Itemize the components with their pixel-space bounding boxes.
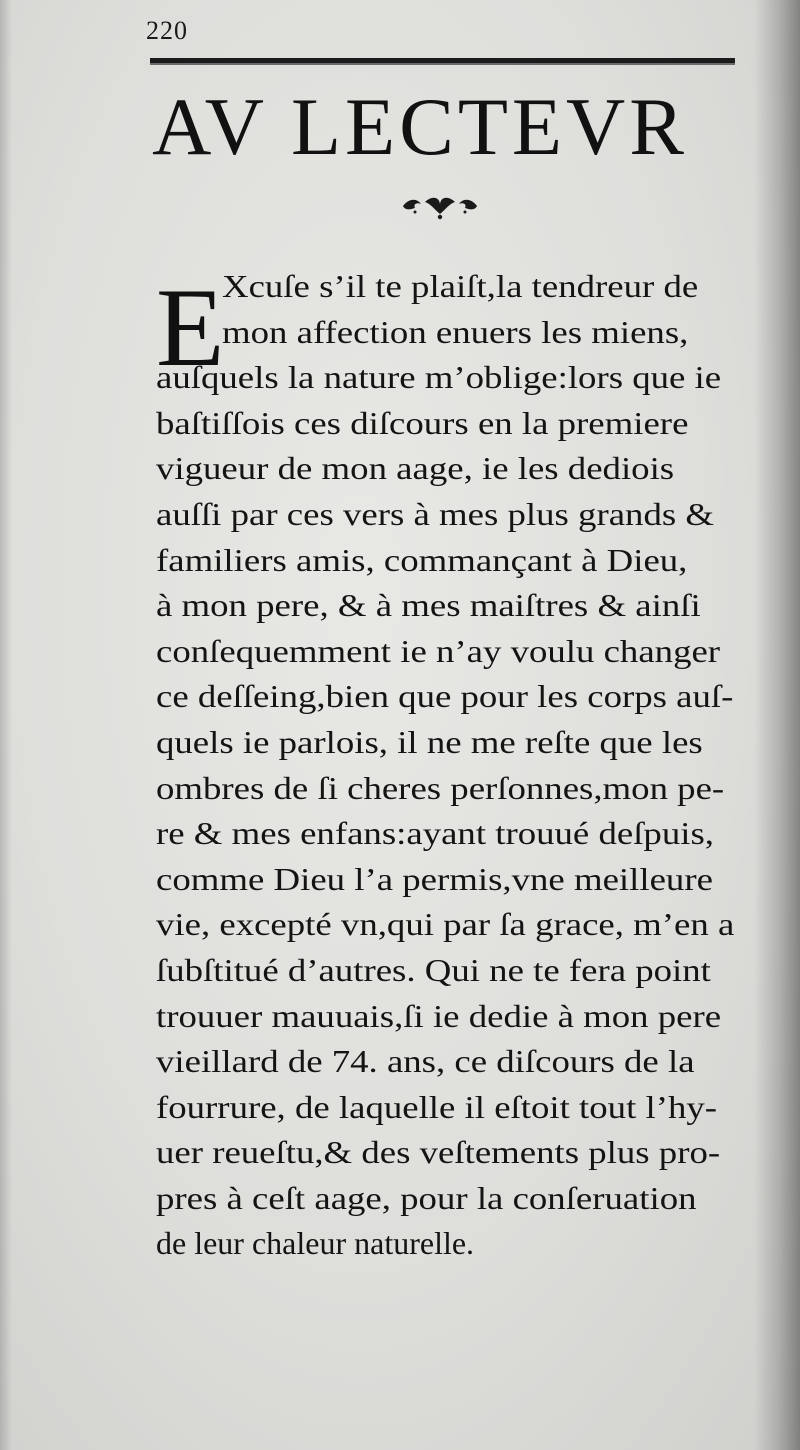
- text-line: baſtiſſois ces diſcours en la premiere: [156, 404, 689, 441]
- header-rule: [150, 58, 735, 65]
- drop-cap: E: [156, 266, 225, 390]
- page-edge-shadow: [0, 0, 12, 1450]
- page-number: 220: [146, 16, 188, 45]
- text-line: ce deſſeing,bien que pour les corps auſ-: [156, 678, 734, 715]
- ornament-icon: [395, 192, 485, 222]
- text-line: quels ie parlois, il ne me reſte que les: [156, 723, 703, 760]
- text-line: conſequemment ie n’ay voulu changer: [156, 632, 721, 669]
- text-line: Xcuſe s’il te plaiſt,la tendreur de: [222, 268, 699, 304]
- text-line: à mon pere, & à mes maiſtres & ainſi: [156, 587, 701, 624]
- text-line: auſquels la nature m’oblige:lors que ie: [156, 359, 722, 396]
- text-line: ſubſtitué d’autres. Qui ne te fera point: [156, 951, 711, 988]
- body-text: [156, 264, 746, 1267]
- text-line: vigueur de mon aage, ie les dediois: [156, 450, 675, 487]
- page-title: AV LECTEVR: [152, 81, 688, 172]
- text-line: vieillard de 74. ans, ce diſcours de la: [156, 1043, 695, 1080]
- text-line: de leur chaleur naturelle.: [156, 1225, 475, 1262]
- text-line: comme Dieu l’a permis,vne meilleure: [156, 860, 713, 897]
- text-line: familiers amis, commançant à Dieu,: [156, 541, 688, 578]
- gutter-shadow: [754, 0, 800, 1450]
- text-line: uer reueſtu,& des veſtements plus pro-: [156, 1134, 721, 1171]
- text-line: re & mes enfans:ayant trouué deſpuis,: [156, 815, 714, 852]
- text-line: auſſi par ces vers à mes plus grands &: [156, 495, 714, 532]
- text-line: fourrure, de laquelle il eſtoit tout l’hy-: [156, 1088, 718, 1125]
- text-line: ombres de ſi cheres perſonnes,mon pe-: [156, 769, 725, 806]
- text-line: trouuer mauuais,ſi ie dedie à mon pere: [156, 997, 722, 1034]
- text-line: mon affection enuers les miens,: [222, 313, 689, 350]
- text-line: pres à ceſt aage, pour la conſeruation: [156, 1179, 697, 1216]
- text-line: vie, excepté vn,qui par ſa grace, m’en a: [156, 906, 735, 943]
